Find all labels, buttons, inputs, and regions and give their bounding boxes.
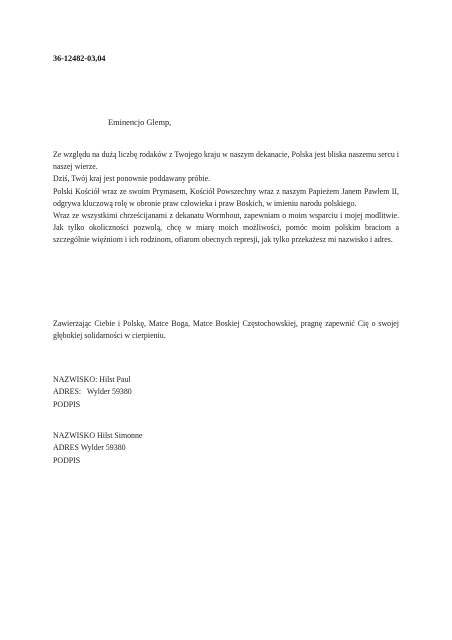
signatory-signature-label: PODPIS [53, 455, 81, 465]
paragraph: Dziś, Twój kraj jest ponownie poddawany próbie. [53, 174, 211, 184]
paragraph: Polski Kościół wraz ze swoim Prymasem, Kościół Powszechny wraz z naszym Papieżem Janem Pawłem II, odgrywa kluczową rolę w obronie praw człowieka i praw Boskich, w imieniu narodu polskiego. [53, 186, 399, 208]
paragraph: Ze względu na dużą liczbę rodaków z Twojego kraju w naszym dekanacie, Polska jest bliska naszemu sercu i naszej wierze. [53, 150, 399, 172]
reference-number: 36-12482-03,04 [53, 54, 106, 63]
salutation: Eminencjo Glemp, [108, 118, 172, 127]
paragraph: Wraz ze wszystkimi chrześcijanami z dekanatu Wormhout, zapewniam o moim wsparciu i mojej modlitwie. Jak tylko okoliczności pozwolą, chcę w miarę moich możliwości, pomóc moim polskim braciom a szczególnie więźniom i ich rodzinom, ofiarom obecnych represji, jak tylko przekażesz mi nazwisko i adres. [53, 211, 399, 245]
signatory-address: ADRES Wylder 59380 [53, 443, 126, 453]
signatory-block [53, 374, 132, 411]
signatory-signature-label: PODPIS [53, 399, 81, 409]
signatory-name: NAZWISKO Hilst Simonne [53, 431, 143, 440]
letter-body [53, 149, 399, 247]
signatory-block [53, 430, 142, 467]
closing-paragraph: Zawierzając Ciebie i Polskę, Matce Boga, Matce Boskiej Częstochowskiej, pragnę zapewnić Cię o swojej głębokiej solidarności w cierpieniu. [53, 319, 399, 341]
signatory-name: NAZWISKO: Hilst Paul [53, 375, 131, 384]
signatory-address: ADRES: Wylder 59380 [53, 387, 132, 397]
